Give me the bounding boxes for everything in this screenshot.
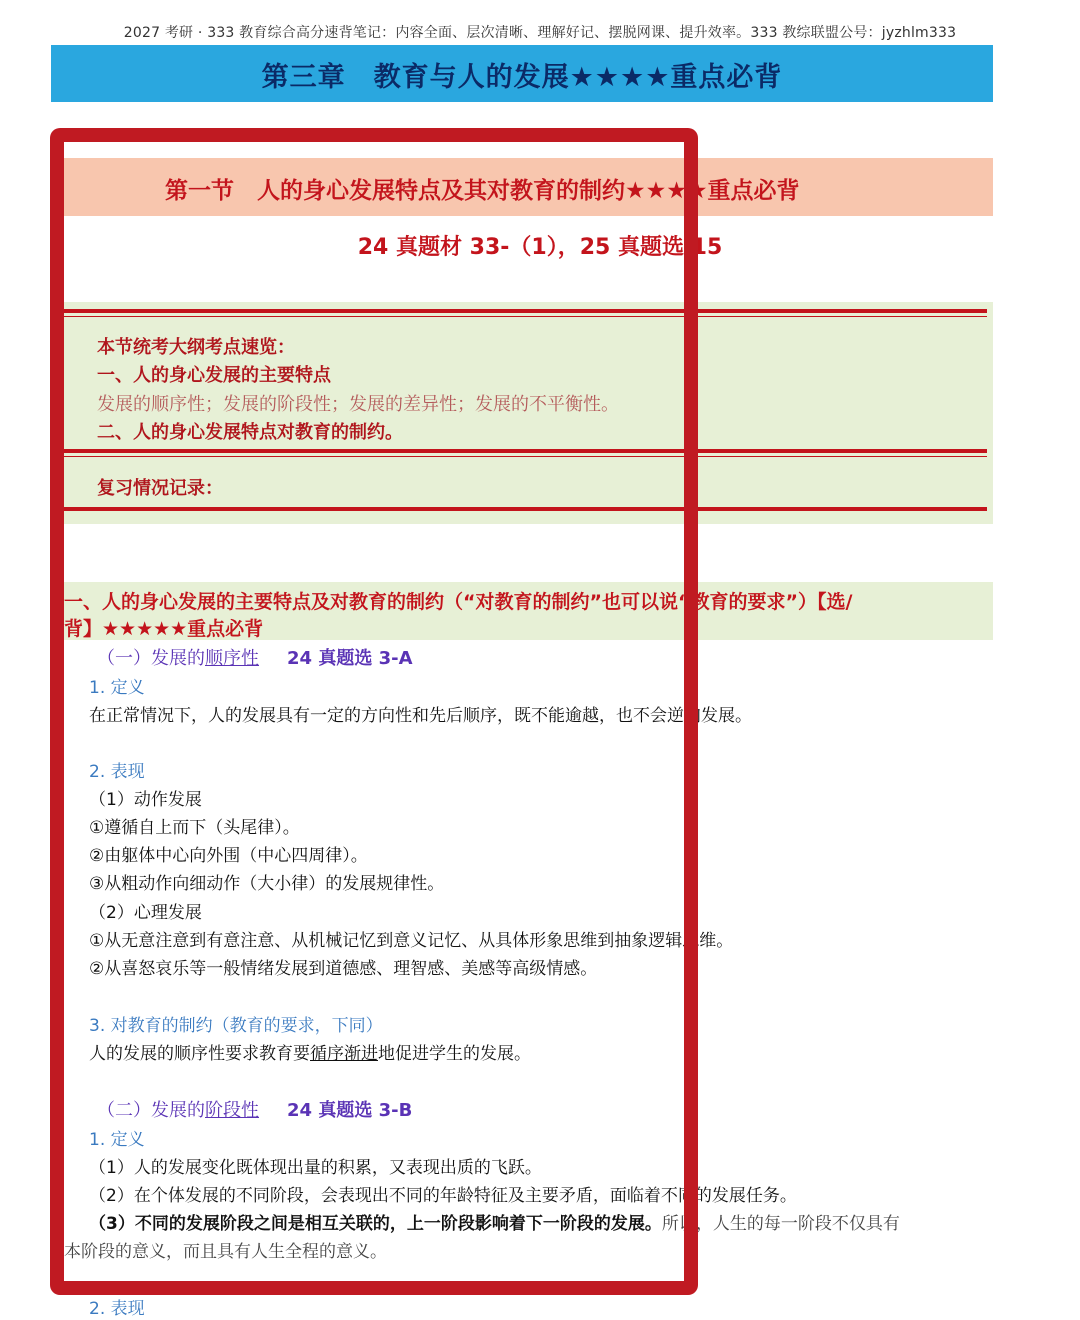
stage-definition-3-bold: （3）不同的发展阶段之间是相互关联的，上一阶段影响着下一阶段的发展。 (89, 1214, 662, 1234)
outline-heading: 本节统考大纲考点速览： (97, 337, 295, 358)
mental-item-1: ①从无意注意到有意注意、从机械记忆到意义记忆、从具体形象思维到抽象逻辑思维。 (89, 931, 734, 951)
subsection-exam-ref: 24 真题选 3-B (287, 1100, 413, 1121)
subsection-exam-ref: 24 真题选 3-A (287, 648, 413, 669)
topic-heading-line-1: 一、人的身心发展的主要特点及对教育的制约（“对教育的制约”也可以说“教育的要求”）【选/ (64, 591, 853, 613)
subsection-term: 顺序性 (205, 648, 259, 669)
stage-definition-head: 1. 定义 (89, 1130, 145, 1150)
mental-item-2: ②从喜怒哀乐等一般情绪发展到道德感、理智感、美感等高级情感。 (89, 959, 598, 979)
subsection-term: 阶段性 (205, 1100, 259, 1121)
constraint-text-prefix: 人的发展的顺序性要求教育要 (89, 1044, 310, 1064)
stage-definition-3-continued: 本阶段的意义，而且具有人生全程的意义。 (64, 1242, 387, 1262)
section-title: 第一节 人的身心发展特点及其对教育的制约★★★★重点必背 (165, 178, 800, 204)
stage-definition-1: （1）人的发展变化既体现出量的积累，又表现出质的飞跃。 (89, 1158, 542, 1178)
motor-item-1: ①遵循自上而下（头尾律）。 (89, 818, 300, 838)
subsection-prefix: （二）发展的 (97, 1100, 205, 1121)
exam-reference: 24 真题材 33-（1），25 真题选 15 (357, 235, 723, 260)
stage-definition-3-light: 所以，人生的每一阶段不仅具有 (661, 1214, 900, 1234)
highlight-frame (50, 128, 698, 1295)
outline-point-2: 二、人的身心发展特点对教育的制约。 (97, 422, 403, 443)
outline-point-1: 一、人的身心发展的主要特点 (97, 365, 331, 386)
constraint-text-suffix: 地促进学生的发展。 (378, 1044, 531, 1064)
mental-development-head: （2）心理发展 (89, 903, 202, 923)
stage-performance-head: 2. 表现 (89, 1299, 145, 1319)
chapter-title: 第三章 教育与人的发展★★★★重点必背 (261, 62, 783, 93)
topic-heading-line-2: 背】★★★★★重点必背 (64, 618, 264, 640)
subsection-prefix: （一）发展的 (97, 648, 205, 669)
sequence-definition-head: 1. 定义 (89, 678, 145, 698)
motor-item-2: ②由躯体中心向外围（中心四周律）。 (89, 846, 368, 866)
outline-detail-1: 发展的顺序性；发展的阶段性；发展的差异性；发展的不平衡性。 (97, 394, 619, 415)
sequence-performance-head: 2. 表现 (89, 762, 145, 782)
sequence-constraint-head: 3. 对教育的制约（教育的要求，下同） (89, 1016, 383, 1036)
sequence-definition-text: 在正常情况下，人的发展具有一定的方向性和先后顺序，既不能逾越，也不会逆向发展。 (89, 706, 752, 726)
motor-item-3: ③从粗动作向细动作（大小律）的发展规律性。 (89, 874, 445, 894)
constraint-key-term: 循序渐进 (310, 1044, 378, 1064)
header-note: 2027 考研 · 333 教育综合高分速背笔记：内容全面、层次清晰、理解好记、摆脱网课、提升效率。333 教综联盟公号：jyzhlm333 (123, 25, 957, 41)
stage-definition-2: （2）在个体发展的不同阶段，会表现出不同的年龄特征及主要矛盾，面临着不同的发展任务。 (89, 1186, 797, 1206)
motor-development-head: （1）动作发展 (89, 790, 202, 810)
review-record-label: 复习情况记录： (97, 478, 223, 499)
